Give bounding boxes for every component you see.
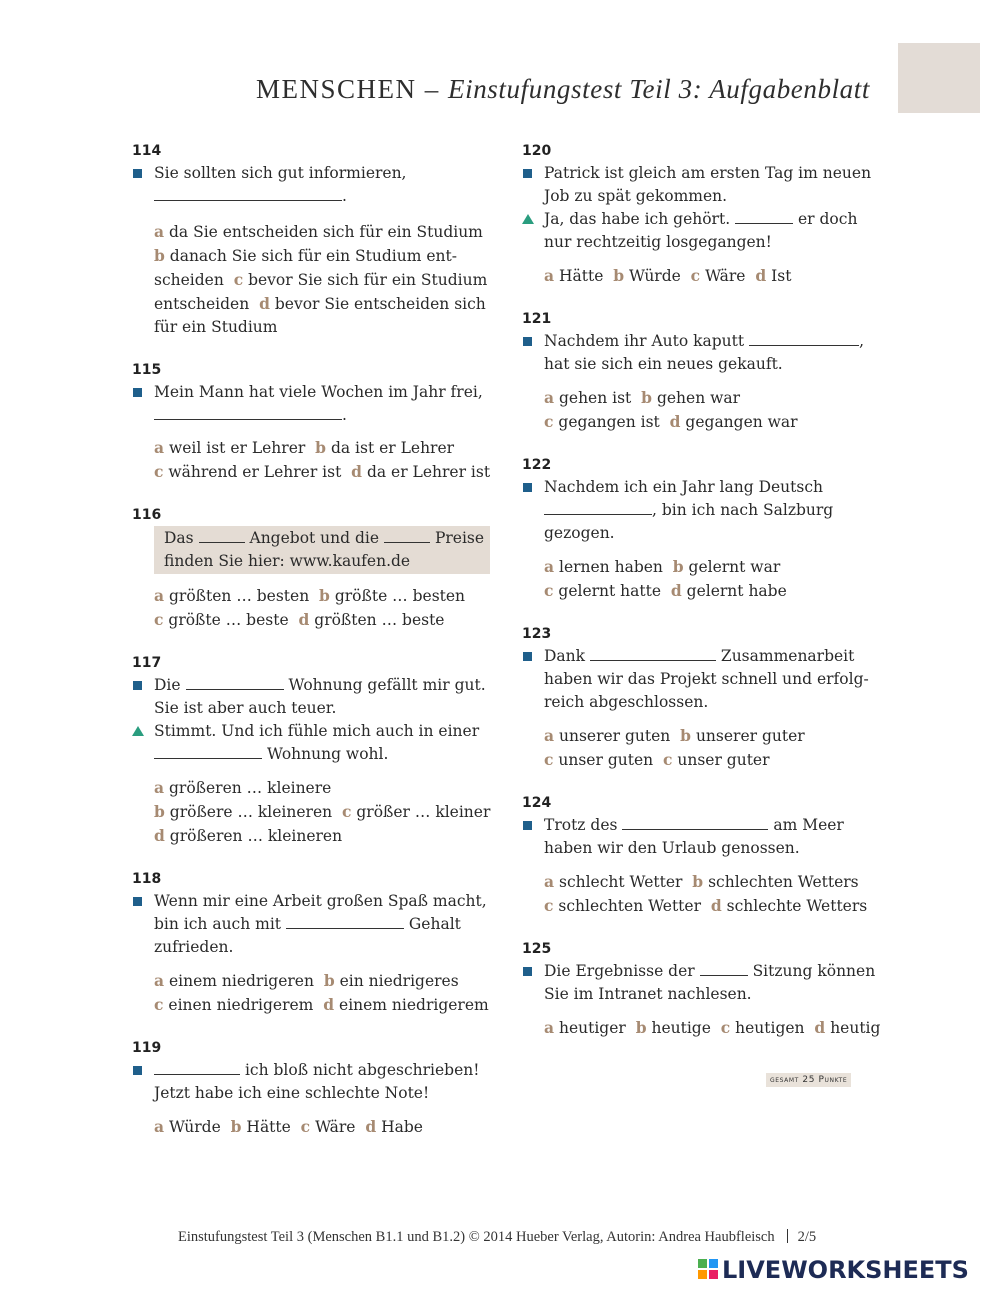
option-text[interactable]: heutiger	[558, 1019, 626, 1037]
square-marker-icon	[523, 337, 532, 346]
square-marker-icon	[133, 388, 142, 397]
option-text[interactable]: größten … besten	[168, 587, 310, 605]
option-text[interactable]: größte … besten	[334, 587, 466, 605]
option-text[interactable]: gelernt war	[688, 558, 781, 576]
option-letter[interactable]: a	[154, 1117, 165, 1136]
option-text[interactable]: schlechten Wetter	[558, 897, 701, 915]
left-column	[132, 142, 492, 1159]
option-text[interactable]: gegangen war	[685, 413, 798, 431]
question-text: ich bloß nicht abgeschrieben!	[244, 1061, 480, 1079]
question-text-end: .	[342, 406, 347, 424]
answer-gap[interactable]	[154, 1059, 240, 1075]
option-letter[interactable]: a	[154, 586, 165, 605]
option-letter[interactable]: d	[710, 896, 722, 915]
option-text[interactable]: einem niedrigeren	[168, 972, 314, 990]
task-125	[522, 940, 882, 1040]
option-text[interactable]: gelernt habe	[686, 582, 787, 600]
option-text[interactable]: Würde	[168, 1118, 221, 1136]
header-color-block	[898, 43, 980, 113]
option-letter[interactable]: c	[544, 750, 554, 769]
box-text: Preise	[434, 529, 485, 547]
option-text[interactable]: Wäre	[315, 1118, 356, 1136]
option-letter[interactable]: c	[544, 412, 554, 431]
question-text: Wenn mir eine Arbeit großen Spaß macht,	[154, 892, 487, 910]
option-letter[interactable]: b	[319, 586, 330, 605]
options	[522, 724, 882, 772]
footer-divider	[787, 1229, 788, 1243]
question-text: ,	[859, 332, 864, 350]
question-text: , bin ich nach Salzburg	[652, 501, 834, 519]
option-text[interactable]: größeren … kleinere	[168, 779, 332, 797]
question-line	[132, 890, 492, 959]
option-text[interactable]: gehen ist	[558, 389, 632, 407]
option-letter[interactable]: c	[300, 1117, 311, 1136]
option-text[interactable]: lernen haben	[558, 558, 663, 576]
option-letter[interactable]: a	[544, 872, 555, 891]
footer-text: Einstufungstest Teil 3 (Menschen B1.1 und B1.2) © 2014 Hueber Verlag, Autorin: Andrea Haubfleisch	[178, 1229, 775, 1245]
option-text[interactable]: heutige	[651, 1019, 711, 1037]
task-123	[522, 625, 882, 772]
answer-gap[interactable]	[384, 527, 430, 543]
question-text: Patrick ist gleich am ersten Tag im neuen	[544, 164, 872, 182]
question-line	[132, 1059, 492, 1105]
total-points-badge: gesamt 25 Punkte	[766, 1073, 851, 1087]
question-text: haben wir den Urlaub genossen.	[544, 839, 800, 857]
option-text[interactable]: Hätte	[558, 267, 604, 285]
box-text: finden Sie hier: www.kaufen.de	[164, 552, 411, 570]
question-text: Mein Mann hat viele Wochen im Jahr frei,	[154, 383, 483, 401]
question-text: Sie im Intranet nachlesen.	[544, 985, 752, 1003]
options	[132, 1115, 492, 1139]
option-letter[interactable]: b	[680, 726, 691, 745]
question-line	[522, 645, 882, 714]
right-column	[522, 142, 882, 1060]
task-number: 123	[522, 626, 552, 642]
options	[522, 870, 882, 918]
triangle-marker-icon	[522, 214, 534, 224]
option-letter[interactable]: c	[154, 462, 164, 481]
task-120	[522, 142, 882, 288]
option-letter[interactable]: b	[315, 438, 326, 457]
task-number: 114	[132, 143, 162, 159]
options	[132, 220, 492, 339]
option-text[interactable]: unserer guter	[695, 727, 805, 745]
question-text: haben wir das Projekt schnell und erfolg-	[544, 670, 869, 688]
option-letter[interactable]: c	[662, 750, 673, 769]
option-text[interactable]: Hätte	[246, 1118, 291, 1136]
option-letter[interactable]: a	[154, 222, 165, 241]
question-line	[522, 960, 882, 1006]
option-text[interactable]: schlecht Wetter	[558, 873, 683, 891]
option-text[interactable]: Würde	[629, 267, 681, 285]
option-text[interactable]: einem niedrigerem	[339, 996, 489, 1014]
question-text: zufrieden.	[154, 938, 234, 956]
option-letter[interactable]: d	[755, 266, 767, 285]
option-letter[interactable]: c	[233, 270, 244, 289]
answer-gap[interactable]	[154, 404, 342, 420]
options	[132, 776, 492, 848]
option-letter[interactable]: b	[323, 971, 335, 990]
option-text[interactable]: gegangen ist	[558, 413, 660, 431]
task-number: 115	[132, 362, 162, 378]
question-text: Zusammenarbeit	[720, 647, 855, 665]
square-marker-icon	[133, 681, 142, 690]
option-text[interactable]: danach Sie sich für ein Studium ent- scheiden	[154, 247, 457, 289]
option-letter[interactable]: c	[544, 581, 554, 600]
option-text[interactable]: bevor Sie sich für ein Studium entscheiden	[154, 271, 488, 313]
options	[522, 386, 882, 434]
question-text: nur rechtzeitig losgegangen!	[544, 233, 772, 251]
question-text: Gehalt	[408, 915, 461, 933]
option-letter[interactable]: d	[298, 610, 310, 629]
task-114	[132, 142, 492, 339]
task-number: 119	[132, 1040, 162, 1056]
question-text: Sie ist aber auch teuer.	[154, 699, 337, 717]
question-text: er doch	[798, 210, 858, 228]
highlight-box	[154, 526, 490, 574]
question-text: Dank	[544, 647, 586, 665]
question-text: hat sie sich ein neues gekauft.	[544, 355, 783, 373]
answer-line	[522, 208, 882, 254]
option-letter[interactable]: a	[544, 266, 555, 285]
answer-gap[interactable]	[199, 527, 245, 543]
option-letter[interactable]: c	[154, 995, 164, 1014]
option-text[interactable]: einen niedrigerem	[168, 996, 314, 1014]
page-number: 2/5	[797, 1229, 817, 1245]
option-text[interactable]: unser guter	[677, 751, 770, 769]
option-letter[interactable]: b	[613, 266, 625, 285]
option-text[interactable]: größeren … kleineren	[169, 827, 343, 845]
question-text: Ja, das habe ich gehört.	[544, 210, 731, 228]
box-text: Angebot und die	[249, 529, 380, 547]
question-line	[522, 330, 882, 376]
question-text: Trotz des	[544, 816, 618, 834]
option-letter[interactable]: c	[544, 896, 554, 915]
option-letter[interactable]: d	[351, 462, 363, 481]
option-letter[interactable]: b	[692, 872, 704, 891]
answer-gap[interactable]	[749, 330, 859, 346]
option-text[interactable]: gehen war	[656, 389, 741, 407]
option-letter[interactable]: a	[154, 778, 165, 797]
option-letter[interactable]: d	[814, 1018, 826, 1037]
question-text-end: .	[342, 187, 347, 205]
box-text: Das	[164, 529, 194, 547]
question-text: Sie sollten sich gut informieren,	[154, 164, 407, 182]
question-text: gezogen.	[544, 524, 615, 542]
question-text: reich abgeschlossen.	[544, 693, 709, 711]
task-number: 121	[522, 311, 552, 327]
task-117	[132, 654, 492, 848]
option-text[interactable]: größere … kleineren	[169, 803, 333, 821]
title-main: MENSCHEN –	[256, 74, 449, 104]
option-text[interactable]: größten … beste	[314, 611, 445, 629]
answer-gap[interactable]	[735, 208, 793, 224]
question-text: Wohnung wohl.	[266, 745, 389, 763]
question-line	[132, 674, 492, 720]
question-text: Nachdem ihr Auto kaputt	[544, 332, 745, 350]
option-letter[interactable]: d	[259, 294, 270, 313]
triangle-marker-icon	[132, 726, 144, 736]
square-marker-icon	[133, 169, 142, 178]
page-title	[256, 74, 870, 105]
question-text: am Meer	[773, 816, 844, 834]
options	[522, 555, 882, 603]
option-text[interactable]: da ist er Lehrer	[330, 439, 455, 457]
answer-line	[132, 720, 492, 766]
answer-gap[interactable]	[154, 743, 262, 759]
option-letter[interactable]: b	[672, 557, 684, 576]
task-number: 116	[132, 507, 162, 523]
square-marker-icon	[133, 897, 142, 906]
question-line	[132, 162, 492, 208]
question-text: Die Ergebnisse der	[544, 962, 695, 980]
question-line	[132, 381, 492, 427]
square-marker-icon	[133, 1066, 142, 1075]
option-text[interactable]: da Sie entscheiden sich für ein Studium	[168, 223, 483, 241]
option-text[interactable]: schlechten Wetters	[708, 873, 859, 891]
option-letter[interactable]: d	[323, 995, 335, 1014]
liveworksheets-logo[interactable]	[698, 1256, 969, 1284]
option-text[interactable]: gelernt hatte	[558, 582, 662, 600]
option-letter[interactable]: a	[544, 1018, 555, 1037]
option-text[interactable]: ein niedrigeres	[339, 972, 459, 990]
square-marker-icon	[523, 967, 532, 976]
option-text[interactable]: bevor Sie entscheiden sich für ein Studium	[154, 295, 486, 336]
task-118	[132, 870, 492, 1017]
option-letter[interactable]: b	[154, 802, 165, 821]
brand-text: LIVEWORKSHEETS	[722, 1256, 969, 1284]
square-marker-icon	[523, 169, 532, 178]
options	[522, 1016, 882, 1040]
option-letter[interactable]: a	[544, 388, 555, 407]
task-122	[522, 456, 882, 603]
option-text[interactable]: weil ist er Lehrer	[168, 439, 306, 457]
option-text[interactable]: während er Lehrer ist	[168, 463, 342, 481]
option-text[interactable]: Ist	[771, 267, 792, 285]
task-124	[522, 794, 882, 918]
option-letter[interactable]: c	[720, 1018, 731, 1037]
footer	[178, 1229, 816, 1246]
question-text: bin ich auch mit	[154, 915, 282, 933]
option-letter[interactable]: c	[154, 610, 164, 629]
option-letter[interactable]: b	[230, 1117, 242, 1136]
question-line	[522, 476, 882, 545]
option-letter[interactable]: a	[154, 971, 165, 990]
option-letter[interactable]: d	[670, 581, 682, 600]
option-text[interactable]: heutigen	[735, 1019, 805, 1037]
task-number: 122	[522, 457, 552, 473]
task-number: 118	[132, 871, 162, 887]
options	[522, 264, 882, 288]
option-text[interactable]: Habe	[381, 1118, 423, 1136]
answer-gap[interactable]	[154, 185, 342, 201]
option-text[interactable]: da er Lehrer ist	[366, 463, 491, 481]
answer-gap[interactable]	[700, 960, 748, 976]
option-text[interactable]: unserer guten	[558, 727, 671, 745]
task-number: 125	[522, 941, 552, 957]
option-letter[interactable]: b	[635, 1018, 647, 1037]
option-letter[interactable]: c	[341, 802, 352, 821]
option-text[interactable]: größer … kleiner	[356, 803, 491, 821]
question-text: Job zu spät gekommen.	[544, 187, 728, 205]
task-121	[522, 310, 882, 434]
option-text[interactable]: schlechte Wetters	[726, 897, 868, 915]
option-letter[interactable]: a	[544, 557, 555, 576]
task-119	[132, 1039, 492, 1139]
option-letter[interactable]: d	[154, 826, 165, 845]
answer-gap[interactable]	[186, 674, 284, 690]
option-text[interactable]: größte … beste	[168, 611, 289, 629]
answer-gap[interactable]	[544, 499, 652, 515]
title-sub: Einstufungstest Teil 3: Aufgabenblatt	[448, 74, 870, 104]
option-text[interactable]: heutig	[830, 1019, 881, 1037]
square-marker-icon	[523, 821, 532, 830]
question-line	[522, 814, 882, 860]
answer-gap[interactable]	[286, 913, 404, 929]
question-text: Stimmt. Und ich fühle mich auch in einer	[154, 722, 480, 740]
option-letter[interactable]: a	[544, 726, 555, 745]
task-116	[132, 506, 492, 632]
option-letter[interactable]: d	[365, 1117, 377, 1136]
option-letter[interactable]: d	[669, 412, 681, 431]
task-number: 120	[522, 143, 552, 159]
options	[132, 584, 492, 632]
task-number: 117	[132, 655, 162, 671]
task-number: 124	[522, 795, 552, 811]
logo-cubes-icon	[698, 1259, 720, 1281]
options	[132, 436, 492, 484]
question-text: Jetzt habe ich eine schlechte Note!	[154, 1084, 430, 1102]
answer-gap[interactable]	[622, 814, 768, 830]
question-text: Sitzung können	[752, 962, 876, 980]
option-letter[interactable]: b	[641, 388, 652, 407]
task-115	[132, 361, 492, 484]
option-letter[interactable]: a	[154, 438, 165, 457]
question-text: Nachdem ich ein Jahr lang Deutsch	[544, 478, 824, 496]
question-line	[522, 162, 882, 208]
option-text[interactable]: unser guten	[558, 751, 654, 769]
square-marker-icon	[523, 652, 532, 661]
question-text: Die	[154, 676, 181, 694]
question-text: Wohnung gefällt mir gut.	[288, 676, 486, 694]
option-letter[interactable]: b	[154, 246, 165, 265]
square-marker-icon	[523, 483, 532, 492]
option-text[interactable]: Wäre	[705, 267, 746, 285]
option-letter[interactable]: c	[690, 266, 701, 285]
answer-gap[interactable]	[590, 645, 716, 661]
options	[132, 969, 492, 1017]
